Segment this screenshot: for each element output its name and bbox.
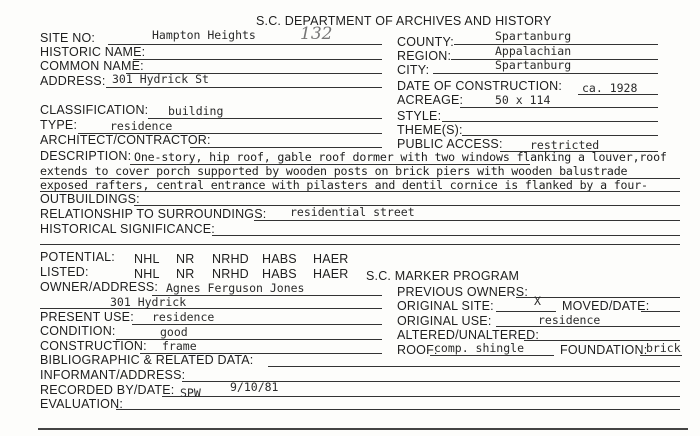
city-line (433, 73, 658, 74)
site-no-value: Hampton Heights (152, 28, 256, 42)
listed-nhl: NHL (134, 267, 160, 281)
owner-line (152, 295, 382, 296)
themes-label: THEME(S): (397, 123, 463, 137)
outbuildings-label: OUTBUILDINGS: (40, 192, 140, 206)
owner-address-line (40, 308, 382, 309)
description-label: DESCRIPTION: (40, 149, 132, 163)
previous-owners-label: PREVIOUS OWNERS: (397, 285, 528, 299)
classification-line (148, 118, 382, 119)
bibliographic-label: BIBLIOGRAPHIC & RELATED DATA: (40, 353, 254, 367)
evaluation-label: EVALUATION: (40, 397, 124, 411)
region-value: Appalachian (495, 44, 572, 58)
evaluation-line (116, 409, 680, 410)
roof-line (430, 355, 554, 356)
site-no-label: SITE NO: (40, 31, 96, 45)
condition-label: CONDITION: (40, 324, 116, 338)
description-line-3: exposed rafters, central entrance with pilasters and dentil cornice is flanked by a four- (40, 178, 648, 192)
relationship-label: RELATIONSHIP TO SURROUNDINGS: (40, 207, 267, 221)
acreage-value: 50 x 114 (495, 93, 551, 107)
construction-value: frame (162, 339, 197, 353)
type-label: TYPE: (40, 118, 78, 132)
original-site-mark: X (534, 294, 541, 308)
address-label: ADDRESS: (40, 74, 106, 88)
historical-significance-label: HISTORICAL SIGNIFICANCE: (40, 222, 215, 236)
common-name-label: COMMON NAME: (40, 59, 144, 73)
themes-line (462, 135, 658, 136)
roof-value: comp. shingle (434, 341, 525, 355)
region-label: REGION: (397, 49, 452, 63)
city-value: Spartanburg (495, 58, 572, 72)
bibliographic-line (268, 366, 680, 367)
architect-line (190, 147, 382, 148)
condition-line (116, 339, 382, 340)
historic-name-label: HISTORIC NAME: (40, 45, 146, 59)
county-label: COUNTY: (397, 35, 454, 49)
county-value: Spartanburg (495, 29, 572, 43)
listed-nrhd: NRHD (212, 267, 249, 281)
owner-address: 301 Hydrick (110, 295, 187, 309)
public-access-label: PUBLIC ACCESS: (397, 137, 503, 151)
architect-label: ARCHITECT/CONTRACTOR: (40, 133, 211, 147)
listed-label: LISTED: (40, 265, 89, 279)
potential-label: POTENTIAL: (40, 250, 115, 264)
date-construction-label: DATE OF CONSTRUCTION: (397, 79, 563, 93)
form-header: S.C. DEPARTMENT OF ARCHIVES AND HISTORY (256, 14, 552, 28)
foundation-line (640, 355, 682, 356)
blank-line (40, 244, 680, 245)
type-value: residence (110, 119, 173, 133)
style-line (442, 121, 658, 122)
listed-nr: NR (176, 267, 195, 281)
moved-date-line (641, 311, 680, 312)
recorded-label: RECORDED BY/DATE: (40, 383, 175, 397)
address-line (106, 87, 382, 88)
moved-date-label: MOVED/DATE: (562, 299, 650, 313)
condition-value: good (160, 325, 188, 339)
present-use-label: PRESENT USE: (40, 310, 134, 324)
original-use-value: residence (538, 313, 601, 327)
original-site-label: ORIGINAL SITE: (397, 299, 494, 313)
marker-program: S.C. MARKER PROGRAM (366, 269, 520, 283)
construction-label: CONSTRUCTION: (40, 339, 147, 353)
address-value: 301 Hydrick St (112, 72, 209, 86)
informant-label: INFORMANT/ADDRESS: (40, 368, 186, 382)
roof-label: ROOF: (397, 343, 438, 357)
original-use-label: ORIGINAL USE: (397, 314, 492, 328)
card-bottom-edge (38, 428, 688, 430)
acreage-label: ACREAGE: (397, 93, 464, 107)
original-use-line (496, 326, 680, 327)
style-label: STYLE: (397, 109, 442, 123)
classification-label: CLASSIFICATION: (40, 103, 149, 117)
description-line-1: One-story, hip roof, gable roof dormer with two windows flanking a louver,roof (134, 150, 667, 164)
altered-label: ALTERED/UNALTERED: (397, 328, 540, 342)
date-construction-value: ca. 1928 (582, 81, 638, 95)
potential-nhl: NHL (134, 252, 160, 266)
public-access-value: restricted (530, 138, 600, 152)
present-use-value: residence (152, 310, 215, 324)
site-no-line (108, 44, 382, 45)
potential-nrhd: NRHD (212, 252, 249, 266)
foundation-value: brick (646, 341, 681, 355)
historic-name-line (133, 59, 382, 60)
owner-label: OWNER/ADDRESS: (40, 280, 159, 294)
site-no-handwritten: 132 (300, 24, 333, 44)
acreage-line (460, 107, 658, 108)
city-label: CITY: (397, 63, 430, 77)
date-construction-line (578, 94, 658, 95)
listed-habs: HABS (262, 267, 297, 281)
potential-habs: HABS (262, 252, 297, 266)
relationship-line (254, 220, 680, 221)
recorded-line (162, 396, 680, 397)
recorded-date: 9/10/81 (230, 380, 279, 394)
potential-haer: HAER (313, 252, 349, 266)
description-line-2: extends to cover porch supported by wooden posts on brick piers with wooden balustrade (40, 164, 628, 178)
relationship-value: residential street (290, 205, 415, 219)
historical-significance-line (212, 235, 680, 236)
foundation-label: FOUNDATION: (560, 343, 648, 357)
classification-value: building (168, 104, 224, 118)
original-site-line (496, 311, 556, 312)
recorded-by: SPW (180, 386, 201, 400)
potential-nr: NR (176, 252, 195, 266)
listed-haer: HAER (313, 267, 349, 281)
owner-name: Agnes Ferguson Jones (166, 281, 305, 295)
